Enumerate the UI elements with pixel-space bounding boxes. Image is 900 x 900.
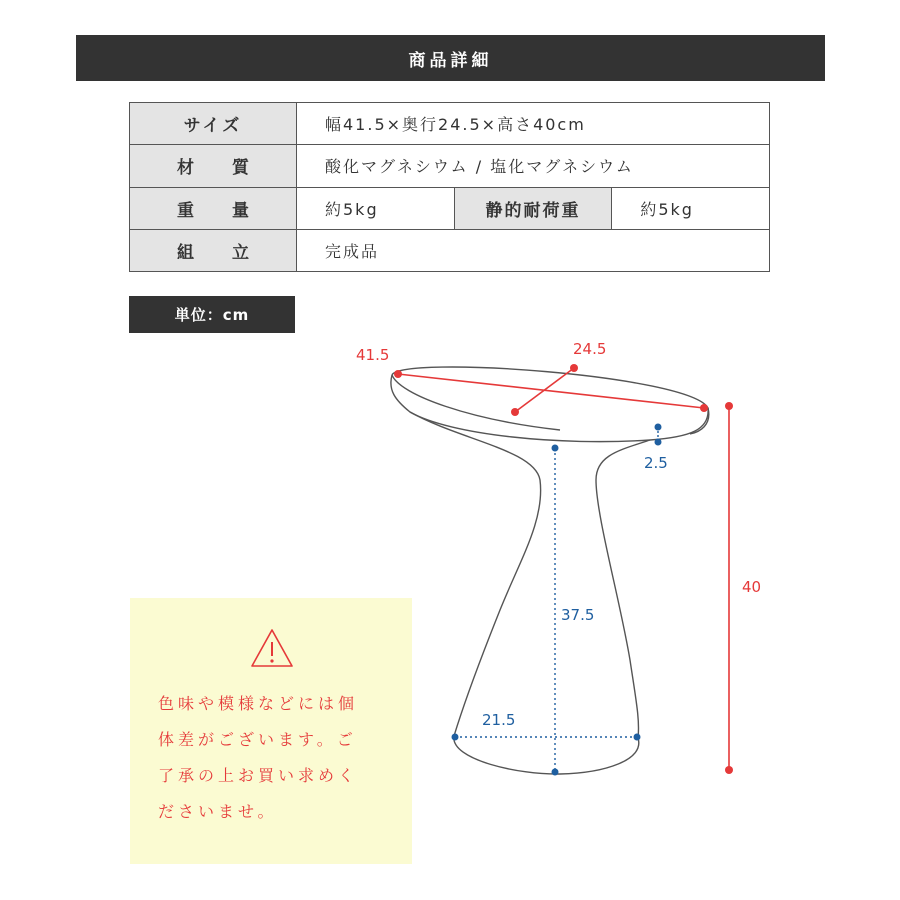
load-value: 約5kg <box>612 187 770 229</box>
thickness-point <box>655 439 662 446</box>
assembly-value: 完成品 <box>297 229 770 271</box>
base-diameter-point <box>634 734 641 741</box>
table-top-edge <box>391 375 708 442</box>
weight-value: 約5kg <box>297 187 455 229</box>
notice-box <box>130 598 412 864</box>
width-point <box>700 404 708 412</box>
base-diameter-label: 21.5 <box>482 711 516 729</box>
notice-text: 色味や模様などには個 体差がございます。ご 了承の上お買い求めく ださいませ。 <box>158 694 359 821</box>
section-title: 商品詳細 <box>408 50 493 71</box>
width-line <box>398 374 704 408</box>
stem-right <box>596 440 650 738</box>
depth-label: 24.5 <box>573 340 607 358</box>
load-label: 静的耐荷重 <box>454 187 612 229</box>
material-label: 材 質 <box>130 145 297 187</box>
thickness-dimension <box>644 424 668 473</box>
base-diameter-dimension <box>452 711 641 741</box>
base-diameter-point <box>452 734 459 741</box>
thickness-point <box>655 424 662 431</box>
stem-height-point <box>552 769 559 776</box>
base-outline <box>454 736 639 774</box>
stem-left <box>410 412 541 736</box>
total-height-point <box>725 402 733 410</box>
total-height-dimension <box>725 402 761 774</box>
total-height-point <box>725 766 733 774</box>
width-label: 41.5 <box>356 346 390 364</box>
assembly-label: 組 立 <box>130 229 297 271</box>
top-dimensions <box>356 340 708 416</box>
depth-point <box>570 364 578 372</box>
depth-point <box>511 408 519 416</box>
warning-icon <box>248 626 296 670</box>
total-height-label: 40 <box>742 578 762 596</box>
thickness-label: 2.5 <box>644 454 668 472</box>
material-value: 酸化マグネシウム / 塩化マグネシウム <box>297 145 770 187</box>
unit-label: 単位：cm <box>174 306 250 324</box>
width-point <box>394 370 402 378</box>
stem-height-point <box>552 445 559 452</box>
size-label: サイズ <box>130 103 297 145</box>
weight-label: 重 量 <box>130 187 297 229</box>
stem-height-label: 37.5 <box>561 606 595 624</box>
depth-line <box>515 368 574 412</box>
stem-height-dimension <box>552 445 595 776</box>
size-value: 幅41.5×奥行24.5×高さ40cm <box>297 103 770 145</box>
